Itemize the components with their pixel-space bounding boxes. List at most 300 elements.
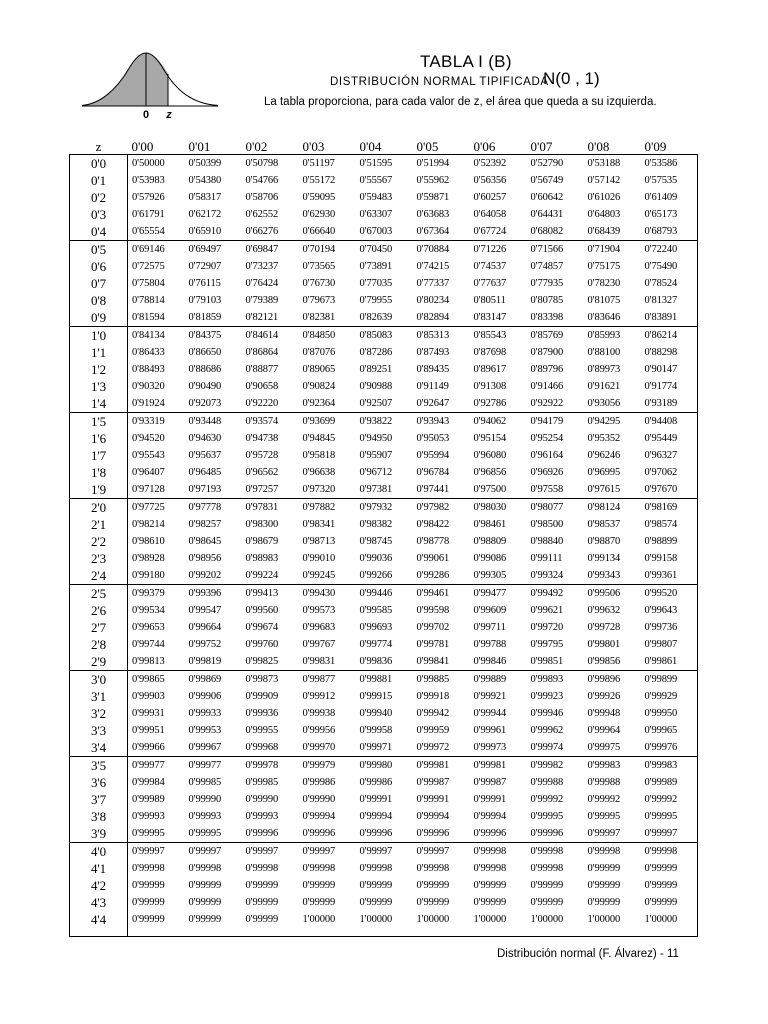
table-bottom-spacer [70, 928, 698, 937]
probability-cell: 0'91924 [132, 398, 165, 409]
probability-cell: 0'82121 [245, 312, 279, 323]
probability-cell: 0'91149 [416, 381, 449, 392]
probability-cell: 0'91774 [641, 378, 698, 395]
probability-cell: 0'60257 [473, 192, 507, 203]
probability-cell: 0'92647 [416, 398, 450, 409]
probability-cell: 0'99999 [416, 897, 450, 908]
probability-cell: 0'96995 [587, 467, 621, 478]
probability-cell: 0'99865 [128, 671, 185, 689]
probability-cell: 0'92364 [302, 398, 336, 409]
spacer-cell [641, 928, 698, 937]
probability-cell: 0'99010 [302, 553, 336, 564]
probability-cell: 0'63307 [359, 209, 393, 220]
probability-cell: 0'99998 [302, 863, 336, 874]
probability-cell: 0'99266 [359, 570, 393, 581]
table-row [70, 292, 698, 309]
probability-cell: 0'99781 [416, 639, 450, 650]
probability-cell: 0'99999 [359, 897, 393, 908]
probability-cell: 0'98928 [132, 553, 165, 564]
probability-cell: 0'95728 [245, 450, 279, 461]
probability-cell: 0'97882 [299, 499, 356, 517]
probability-cell: 0'99991 [416, 794, 450, 805]
z-value-cell: 0'6 [70, 258, 128, 275]
probability-cell: 0'99980 [356, 757, 413, 775]
probability-cell: 0'99938 [302, 708, 336, 719]
probability-cell: 0'98030 [470, 499, 527, 517]
probability-cell: 0'99958 [359, 725, 393, 736]
probability-cell: 0'68793 [641, 223, 698, 241]
page-subtitle: DISTRIBUCIÓN NORMAL TIPIFICADA [330, 76, 549, 88]
table-row [70, 808, 698, 825]
probability-cell: 0'99999 [132, 897, 165, 908]
probability-cell: 1'00000 [473, 914, 507, 925]
table-row [70, 155, 698, 173]
probability-cell: 0'99999 [188, 880, 222, 891]
probability-cell: 0'98500 [530, 519, 564, 530]
probability-cell: 0'99446 [356, 585, 413, 603]
probability-cell: 0'99923 [530, 691, 564, 702]
spacer-cell [242, 928, 299, 937]
probability-cell: 0'99899 [641, 671, 698, 689]
probability-cell: 0'84614 [242, 327, 299, 345]
probability-cell: 0'99995 [530, 811, 564, 822]
probability-cell: 0'83646 [587, 312, 621, 323]
probability-cell: 0'96856 [473, 467, 507, 478]
probability-cell: 0'96246 [587, 450, 621, 461]
probability-cell: 0'98778 [416, 536, 450, 547]
probability-cell: 0'99999 [587, 880, 621, 891]
probability-cell: 0'99936 [245, 708, 279, 719]
probability-cell: 0'99477 [470, 585, 527, 603]
probability-cell: 0'99984 [132, 777, 165, 788]
probability-cell: 0'67724 [473, 226, 507, 237]
probability-cell: 0'78230 [587, 278, 621, 289]
z-value-cell: 0'9 [70, 309, 128, 327]
probability-cell: 0'99664 [188, 622, 222, 633]
column-header: 0'05 [416, 139, 439, 154]
z-value-cell: 4'1 [70, 860, 128, 877]
z-value-cell: 3'7 [70, 791, 128, 808]
probability-cell: 0'98645 [188, 536, 222, 547]
probability-cell: 0'99795 [530, 639, 564, 650]
table-row [70, 550, 698, 567]
probability-cell: 0'66276 [245, 226, 279, 237]
probability-cell: 0'99951 [132, 725, 165, 736]
probability-cell: 0'99965 [641, 722, 698, 739]
probability-cell: 0'99918 [416, 691, 450, 702]
table-row [70, 722, 698, 739]
probability-cell: 0'80511 [473, 295, 506, 306]
probability-cell: 0'96164 [530, 450, 564, 461]
probability-cell: 0'99981 [470, 757, 527, 775]
probability-cell: 0'99989 [641, 774, 698, 791]
probability-cell: 0'83891 [641, 309, 698, 327]
z-value-cell: 2'8 [70, 636, 128, 653]
probability-cell: 0'99999 [302, 897, 336, 908]
probability-cell: 0'89973 [587, 364, 621, 375]
z-value-cell: 1'8 [70, 464, 128, 481]
probability-cell: 0'99674 [245, 622, 279, 633]
probability-cell: 0'73891 [359, 261, 393, 272]
probability-cell: 0'99086 [473, 553, 507, 564]
probability-cell: 0'99986 [302, 777, 336, 788]
probability-cell: 0'99889 [470, 671, 527, 689]
probability-cell: 0'98341 [302, 519, 336, 530]
probability-cell: 0'55172 [302, 175, 336, 186]
z-value-cell: 2'9 [70, 653, 128, 671]
probability-cell: 0'99983 [584, 757, 641, 775]
probability-cell: 0'72575 [132, 261, 165, 272]
probability-cell: 0'80785 [530, 295, 564, 306]
probability-cell: 0'89796 [530, 364, 564, 375]
probability-cell: 0'98382 [359, 519, 393, 530]
probability-cell: 0'99988 [530, 777, 564, 788]
probability-cell: 0'87286 [359, 347, 393, 358]
probability-cell: 0'65173 [641, 206, 698, 223]
probability-cell: 0'51197 [299, 155, 356, 173]
table-row [70, 860, 698, 877]
probability-cell: 0'99903 [132, 691, 165, 702]
table-row [70, 413, 698, 431]
probability-cell: 0'57142 [587, 175, 621, 186]
table-row [70, 275, 698, 292]
probability-cell: 0'50000 [128, 155, 185, 173]
probability-cell: 0'54380 [188, 175, 222, 186]
z-value-cell: 4'4 [70, 911, 128, 928]
probability-cell: 0'50399 [185, 155, 242, 173]
column-header: 0'06 [473, 139, 496, 154]
probability-cell: 0'99767 [302, 639, 336, 650]
table-row [70, 499, 698, 517]
probability-cell: 0'99931 [132, 708, 165, 719]
probability-cell: 0'74857 [530, 261, 564, 272]
probability-cell: 0'95053 [416, 433, 450, 444]
table-row [70, 653, 698, 671]
probability-cell: 0'99998 [132, 863, 165, 874]
probability-cell: 0'84375 [185, 327, 242, 345]
shaded-area [82, 53, 168, 106]
table-row [70, 378, 698, 395]
table-row [70, 309, 698, 327]
probability-cell: 0'86650 [188, 347, 222, 358]
probability-cell: 0'94950 [359, 433, 393, 444]
probability-cell: 0'98956 [188, 553, 222, 564]
probability-cell: 0'68439 [587, 226, 621, 237]
table-row [70, 791, 698, 808]
probability-cell: 0'68082 [530, 226, 564, 237]
probability-cell: 0'99788 [473, 639, 507, 650]
probability-cell: 0'97193 [188, 484, 222, 495]
probability-cell: 0'96712 [359, 467, 393, 478]
probability-cell: 0'90147 [641, 361, 698, 378]
table-row [70, 894, 698, 911]
probability-cell: 0'95352 [587, 433, 621, 444]
probability-cell: 0'99609 [473, 605, 507, 616]
probability-cell: 0'99912 [302, 691, 336, 702]
probability-cell: 0'99988 [587, 777, 621, 788]
z-value-cell: 2'2 [70, 533, 128, 550]
probability-cell: 0'99760 [245, 639, 279, 650]
probability-cell: 0'78524 [641, 275, 698, 292]
probability-cell: 0'77035 [359, 278, 393, 289]
probability-cell: 0'52392 [470, 155, 527, 173]
probability-cell: 0'58317 [188, 192, 222, 203]
probability-cell: 0'51994 [413, 155, 470, 173]
probability-cell: 0'75804 [132, 278, 165, 289]
probability-cell: 0'99985 [188, 777, 222, 788]
probability-cell: 0'95154 [473, 433, 507, 444]
probability-cell: 0'99861 [641, 653, 698, 671]
z-value-cell: 4'2 [70, 877, 128, 894]
probability-cell: 0'99461 [413, 585, 470, 603]
probability-cell: 0'99632 [587, 605, 621, 616]
probability-cell: 0'90658 [245, 381, 279, 392]
probability-cell: 0'99801 [587, 639, 621, 650]
probability-cell: 0'82894 [416, 312, 450, 323]
z-value-cell: 1'5 [70, 413, 128, 431]
probability-cell: 0'79389 [245, 295, 279, 306]
table-row [70, 671, 698, 689]
probability-cell: 0'99940 [359, 708, 393, 719]
normal-distribution-table [69, 137, 698, 937]
probability-cell: 0'85769 [527, 327, 584, 345]
z-value-cell: 3'2 [70, 705, 128, 722]
probability-cell: 0'80234 [416, 295, 450, 306]
probability-cell: 0'51595 [356, 155, 413, 173]
probability-cell: 0'93822 [356, 413, 413, 431]
probability-cell: 0'99999 [530, 897, 564, 908]
probability-cell: 0'57535 [641, 172, 698, 189]
probability-cell: 0'99998 [473, 863, 507, 874]
probability-cell: 0'75490 [641, 258, 698, 275]
probability-cell: 0'99986 [359, 777, 393, 788]
probability-cell: 0'95907 [359, 450, 393, 461]
probability-cell: 0'99991 [359, 794, 393, 805]
probability-cell: 0'79673 [302, 295, 336, 306]
probability-cell: 0'99999 [132, 914, 165, 925]
probability-cell: 0'98809 [473, 536, 507, 547]
probability-cell: 0'99036 [359, 553, 393, 564]
probability-cell: 0'99492 [527, 585, 584, 603]
probability-cell: 0'99573 [302, 605, 336, 616]
table-row [70, 602, 698, 619]
probability-cell: 0'99921 [473, 691, 507, 702]
probability-cell: 0'99987 [416, 777, 450, 788]
probability-cell: 0'99964 [587, 725, 621, 736]
probability-cell: 0'53188 [584, 155, 641, 173]
table-row [70, 688, 698, 705]
column-header: 0'09 [644, 139, 667, 154]
z-value-cell: 0'0 [70, 155, 128, 173]
probability-cell: 0'96407 [132, 467, 165, 478]
probability-cell: 0'99968 [245, 742, 279, 753]
table-row [70, 705, 698, 722]
probability-cell: 0'99972 [416, 742, 450, 753]
probability-cell: 0'99998 [530, 863, 564, 874]
probability-cell: 0'97778 [185, 499, 242, 517]
probability-cell: 0'99933 [188, 708, 222, 719]
probability-cell: 0'99999 [188, 914, 222, 925]
probability-cell: 0'97615 [587, 484, 621, 495]
probability-cell: 0'76730 [302, 278, 336, 289]
table-row [70, 430, 698, 447]
probability-cell: 0'99999 [245, 914, 279, 925]
probability-cell: 0'99999 [132, 880, 165, 891]
z-value-cell: 3'6 [70, 774, 128, 791]
probability-cell: 0'99983 [641, 757, 698, 775]
probability-cell: 0'69847 [242, 241, 299, 259]
probability-cell: 0'92220 [245, 398, 279, 409]
spacer-cell [413, 928, 470, 937]
probability-cell: 0'99996 [302, 828, 336, 839]
probability-cell: 0'85543 [470, 327, 527, 345]
table-row [70, 395, 698, 413]
probability-cell: 0'99977 [128, 757, 185, 775]
probability-cell: 0'62930 [302, 209, 336, 220]
probability-cell: 0'99846 [473, 656, 507, 667]
probability-cell: 0'99999 [245, 880, 279, 891]
probability-cell: 0'99585 [359, 605, 393, 616]
z-value-cell: 1'6 [70, 430, 128, 447]
probability-cell: 0'71566 [527, 241, 584, 259]
probability-cell: 0'99061 [416, 553, 450, 564]
table-row [70, 619, 698, 636]
z-value-cell: 1'3 [70, 378, 128, 395]
z-value-cell: 3'1 [70, 688, 128, 705]
probability-cell: 0'95254 [530, 433, 564, 444]
probability-cell: 0'94408 [641, 413, 698, 431]
probability-cell: 0'76424 [245, 278, 279, 289]
table-row [70, 481, 698, 499]
probability-cell: 0'99993 [132, 811, 165, 822]
probability-cell: 0'99993 [245, 811, 279, 822]
table-row [70, 516, 698, 533]
probability-cell: 1'00000 [359, 914, 393, 925]
probability-cell: 0'99996 [245, 828, 279, 839]
probability-cell: 0'98537 [587, 519, 621, 530]
probability-cell: 0'99982 [527, 757, 584, 775]
probability-cell: 0'85993 [584, 327, 641, 345]
probability-cell: 0'55567 [359, 175, 393, 186]
probability-cell: 0'95543 [132, 450, 165, 461]
probability-cell: 0'72907 [188, 261, 222, 272]
table-row [70, 567, 698, 585]
column-header-z: z [95, 139, 102, 154]
probability-cell: 0'95449 [641, 430, 698, 447]
probability-cell: 0'98983 [245, 553, 279, 564]
probability-cell: 0'55962 [416, 175, 450, 186]
probability-cell: 0'99998 [584, 843, 641, 861]
probability-cell: 0'94179 [527, 413, 584, 431]
column-header: 0'04 [359, 139, 382, 154]
probability-cell: 0'66640 [302, 226, 336, 237]
probability-cell: 0'76115 [188, 278, 221, 289]
probability-cell: 0'99999 [641, 860, 698, 877]
probability-cell: 0'99926 [587, 691, 621, 702]
probability-cell: 0'64431 [530, 209, 564, 220]
probability-cell: 0'99999 [587, 863, 621, 874]
probability-cell: 0'93699 [299, 413, 356, 431]
probability-cell: 0'99995 [587, 811, 621, 822]
probability-cell: 0'99702 [416, 622, 450, 633]
probability-cell: 0'97932 [356, 499, 413, 517]
probability-cell: 0'99885 [413, 671, 470, 689]
probability-cell: 0'84850 [299, 327, 356, 345]
probability-cell: 0'99997 [413, 843, 470, 861]
probability-cell: 0'99997 [587, 828, 621, 839]
probability-cell: 0'62552 [245, 209, 279, 220]
probability-cell: 0'87076 [302, 347, 336, 358]
spacer-cell [584, 928, 641, 937]
table-description: La tabla proporciona, para cada valor de z, el área que queda a su izquierda. [264, 96, 657, 108]
probability-cell: 0'98124 [584, 499, 641, 517]
table-row [70, 739, 698, 757]
probability-cell: 0'99962 [530, 725, 564, 736]
probability-cell: 0'99999 [359, 880, 393, 891]
probability-cell: 0'99999 [188, 897, 222, 908]
probability-cell: 0'88877 [245, 364, 279, 375]
probability-cell: 0'71904 [584, 241, 641, 259]
probability-cell: 0'77935 [530, 278, 564, 289]
probability-cell: 0'98610 [132, 536, 165, 547]
probability-cell: 0'56356 [473, 175, 507, 186]
probability-cell: 0'99998 [245, 863, 279, 874]
probability-cell: 0'98300 [245, 519, 279, 530]
probability-cell: 0'92507 [359, 398, 393, 409]
probability-cell: 0'75175 [587, 261, 621, 272]
curve-label-zero: 0 [142, 109, 150, 121]
probability-cell: 0'99971 [359, 742, 393, 753]
probability-cell: 0'99981 [413, 757, 470, 775]
probability-cell: 0'99998 [470, 843, 527, 861]
probability-cell: 0'99990 [188, 794, 222, 805]
probability-cell: 0'82381 [302, 312, 336, 323]
probability-cell: 0'99836 [359, 656, 393, 667]
probability-cell: 0'99942 [416, 708, 450, 719]
distribution-notation: N(0 , 1) [543, 69, 600, 88]
z-value-cell: 3'0 [70, 671, 128, 689]
probability-cell: 0'99413 [242, 585, 299, 603]
probability-cell: 0'61409 [641, 189, 698, 206]
probability-cell: 0'99134 [587, 553, 621, 564]
probability-cell: 0'99621 [530, 605, 564, 616]
probability-cell: 0'91621 [587, 381, 621, 392]
table-row [70, 636, 698, 653]
probability-cell: 0'61791 [132, 209, 165, 220]
probability-cell: 0'97381 [359, 484, 393, 495]
probability-cell: 0'99929 [641, 688, 698, 705]
probability-cell: 0'99869 [185, 671, 242, 689]
probability-cell: 0'99819 [188, 656, 222, 667]
probability-cell: 0'99976 [641, 739, 698, 757]
probability-cell: 0'99396 [185, 585, 242, 603]
probability-cell: 0'96926 [530, 467, 564, 478]
z-value-cell: 4'3 [70, 894, 128, 911]
probability-cell: 1'00000 [587, 914, 621, 925]
spacer-cell [527, 928, 584, 937]
probability-cell: 0'99990 [245, 794, 279, 805]
probability-cell: 0'70450 [356, 241, 413, 259]
probability-cell: 0'98713 [302, 536, 336, 547]
z-value-cell: 1'1 [70, 344, 128, 361]
probability-cell: 0'99813 [132, 656, 165, 667]
probability-cell: 0'53983 [132, 175, 165, 186]
probability-cell: 0'98679 [245, 536, 279, 547]
probability-cell: 0'94295 [584, 413, 641, 431]
table-row [70, 447, 698, 464]
probability-cell: 0'99873 [242, 671, 299, 689]
probability-cell: 0'89617 [473, 364, 507, 375]
